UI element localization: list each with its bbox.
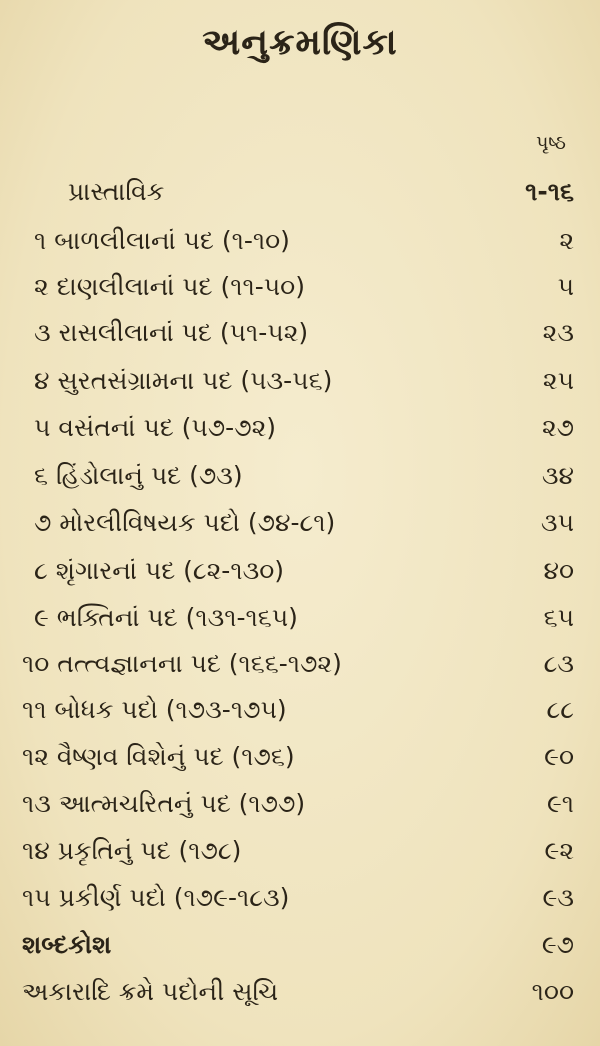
toc-entry-title: ૩ રાસલીલાનાં પદ (૫૧-૫૨) bbox=[34, 318, 309, 347]
toc-entry-page: ૯૦ bbox=[544, 742, 574, 771]
toc-entry-page: ૫ bbox=[557, 272, 574, 301]
toc-entry-title: ૮ શૃંગારનાં પદ (૮૨-૧૩૦) bbox=[34, 556, 285, 585]
toc-entry-page: ૧૦૦ bbox=[531, 977, 574, 1006]
toc-entry-title: શબ્દકોશ bbox=[22, 930, 112, 959]
toc-entry bbox=[0, 456, 600, 504]
toc-entry-page: ૯૭ bbox=[541, 930, 574, 959]
toc-entry-page: ૯૧ bbox=[546, 789, 574, 818]
toc-entry-page: ૪૦ bbox=[543, 556, 574, 585]
toc-entry bbox=[0, 690, 600, 738]
toc-entry-title: ૧૩ આત્મચરિતનું પદ (૧૭૭) bbox=[22, 789, 306, 818]
toc-entry-page: ૮૩ bbox=[543, 649, 574, 678]
toc-entry-page: ૮૮ bbox=[546, 695, 574, 724]
toc-entry-title: ૧૨ વૈષ્ણવ વિશેનું પદ (૧૭૬) bbox=[22, 742, 295, 771]
toc-entry bbox=[0, 267, 600, 315]
toc-entry-title: ૪ સુરતસંગ્રામના પદ (૫૩-૫૬) bbox=[34, 366, 333, 395]
toc-entry-title: ૧૪ પ્રકૃતિનું પદ (૧૭૮) bbox=[22, 836, 242, 865]
toc-entry-title: ૬ હિંડોલાનું પદ (૭૩) bbox=[34, 461, 243, 490]
toc-entry bbox=[0, 503, 600, 551]
toc-entry-page: ૨ bbox=[559, 226, 574, 255]
toc-entry-title: ૧ બાળલીલાનાં પદ (૧-૧૦) bbox=[34, 226, 290, 255]
toc-entry bbox=[0, 361, 600, 409]
toc-entry bbox=[0, 598, 600, 646]
toc-entry-page: ૨૩ bbox=[542, 318, 574, 347]
toc-entry bbox=[0, 551, 600, 599]
toc-entry bbox=[0, 313, 600, 361]
toc-entry-page: ૨૫ bbox=[542, 366, 574, 395]
toc-entry bbox=[0, 172, 600, 220]
toc-entry-page: ૯૩ bbox=[542, 883, 574, 912]
page-title: અનુક્રમણિકા bbox=[202, 22, 398, 63]
toc-entry-title: ૯ ભક્તિનાં પદ (૧૩૧-૧૬૫) bbox=[34, 603, 298, 632]
page-column-label: પૃષ્ઠ bbox=[536, 132, 566, 154]
toc-entry-page: ૩૪ bbox=[541, 461, 574, 490]
toc-entry bbox=[0, 221, 600, 269]
toc-entry-page: ૨૭ bbox=[541, 413, 574, 442]
toc-entry-title: ૧૦ તત્ત્વજ્ઞાનના પદ (૧૬૬-૧૭૨) bbox=[22, 649, 342, 678]
toc-entry bbox=[0, 878, 600, 926]
toc-entry-title: અકારાદિ ક્રમે પદોની સૂચિ bbox=[22, 977, 279, 1006]
toc-entry-title: ૭ મોરલીવિષયક પદો (૭૪-૮૧) bbox=[34, 508, 336, 537]
toc-entry-page: ૩૫ bbox=[540, 508, 574, 537]
toc-entry bbox=[0, 784, 600, 832]
toc-entry-title: ૧૧ બોધક પદો (૧૭૩-૧૭૫) bbox=[22, 695, 287, 724]
toc-entry bbox=[0, 408, 600, 456]
toc-entry bbox=[0, 737, 600, 785]
toc-entry-title: ૧૫ પ્રકીર્ણ પદો (૧૭૯-૧૮૩) bbox=[22, 883, 290, 912]
toc-entry-title: ૨ દાણલીલાનાં પદ (૧૧-૫૦) bbox=[34, 272, 305, 301]
toc-entry bbox=[0, 644, 600, 692]
toc-entry bbox=[0, 972, 600, 1020]
toc-entry-page: ૯૨ bbox=[544, 836, 574, 865]
toc-entry bbox=[0, 925, 600, 973]
toc-entry-page: ૬૫ bbox=[543, 603, 574, 632]
toc-entry-title: ૫ વસંતનાં પદ (૫૭-૭૨) bbox=[34, 413, 276, 442]
toc-entry-page: ૧-૧૬ bbox=[525, 177, 574, 206]
toc-entry-title: પ્રાસ્તાવિક bbox=[68, 177, 165, 206]
toc-entry bbox=[0, 831, 600, 879]
